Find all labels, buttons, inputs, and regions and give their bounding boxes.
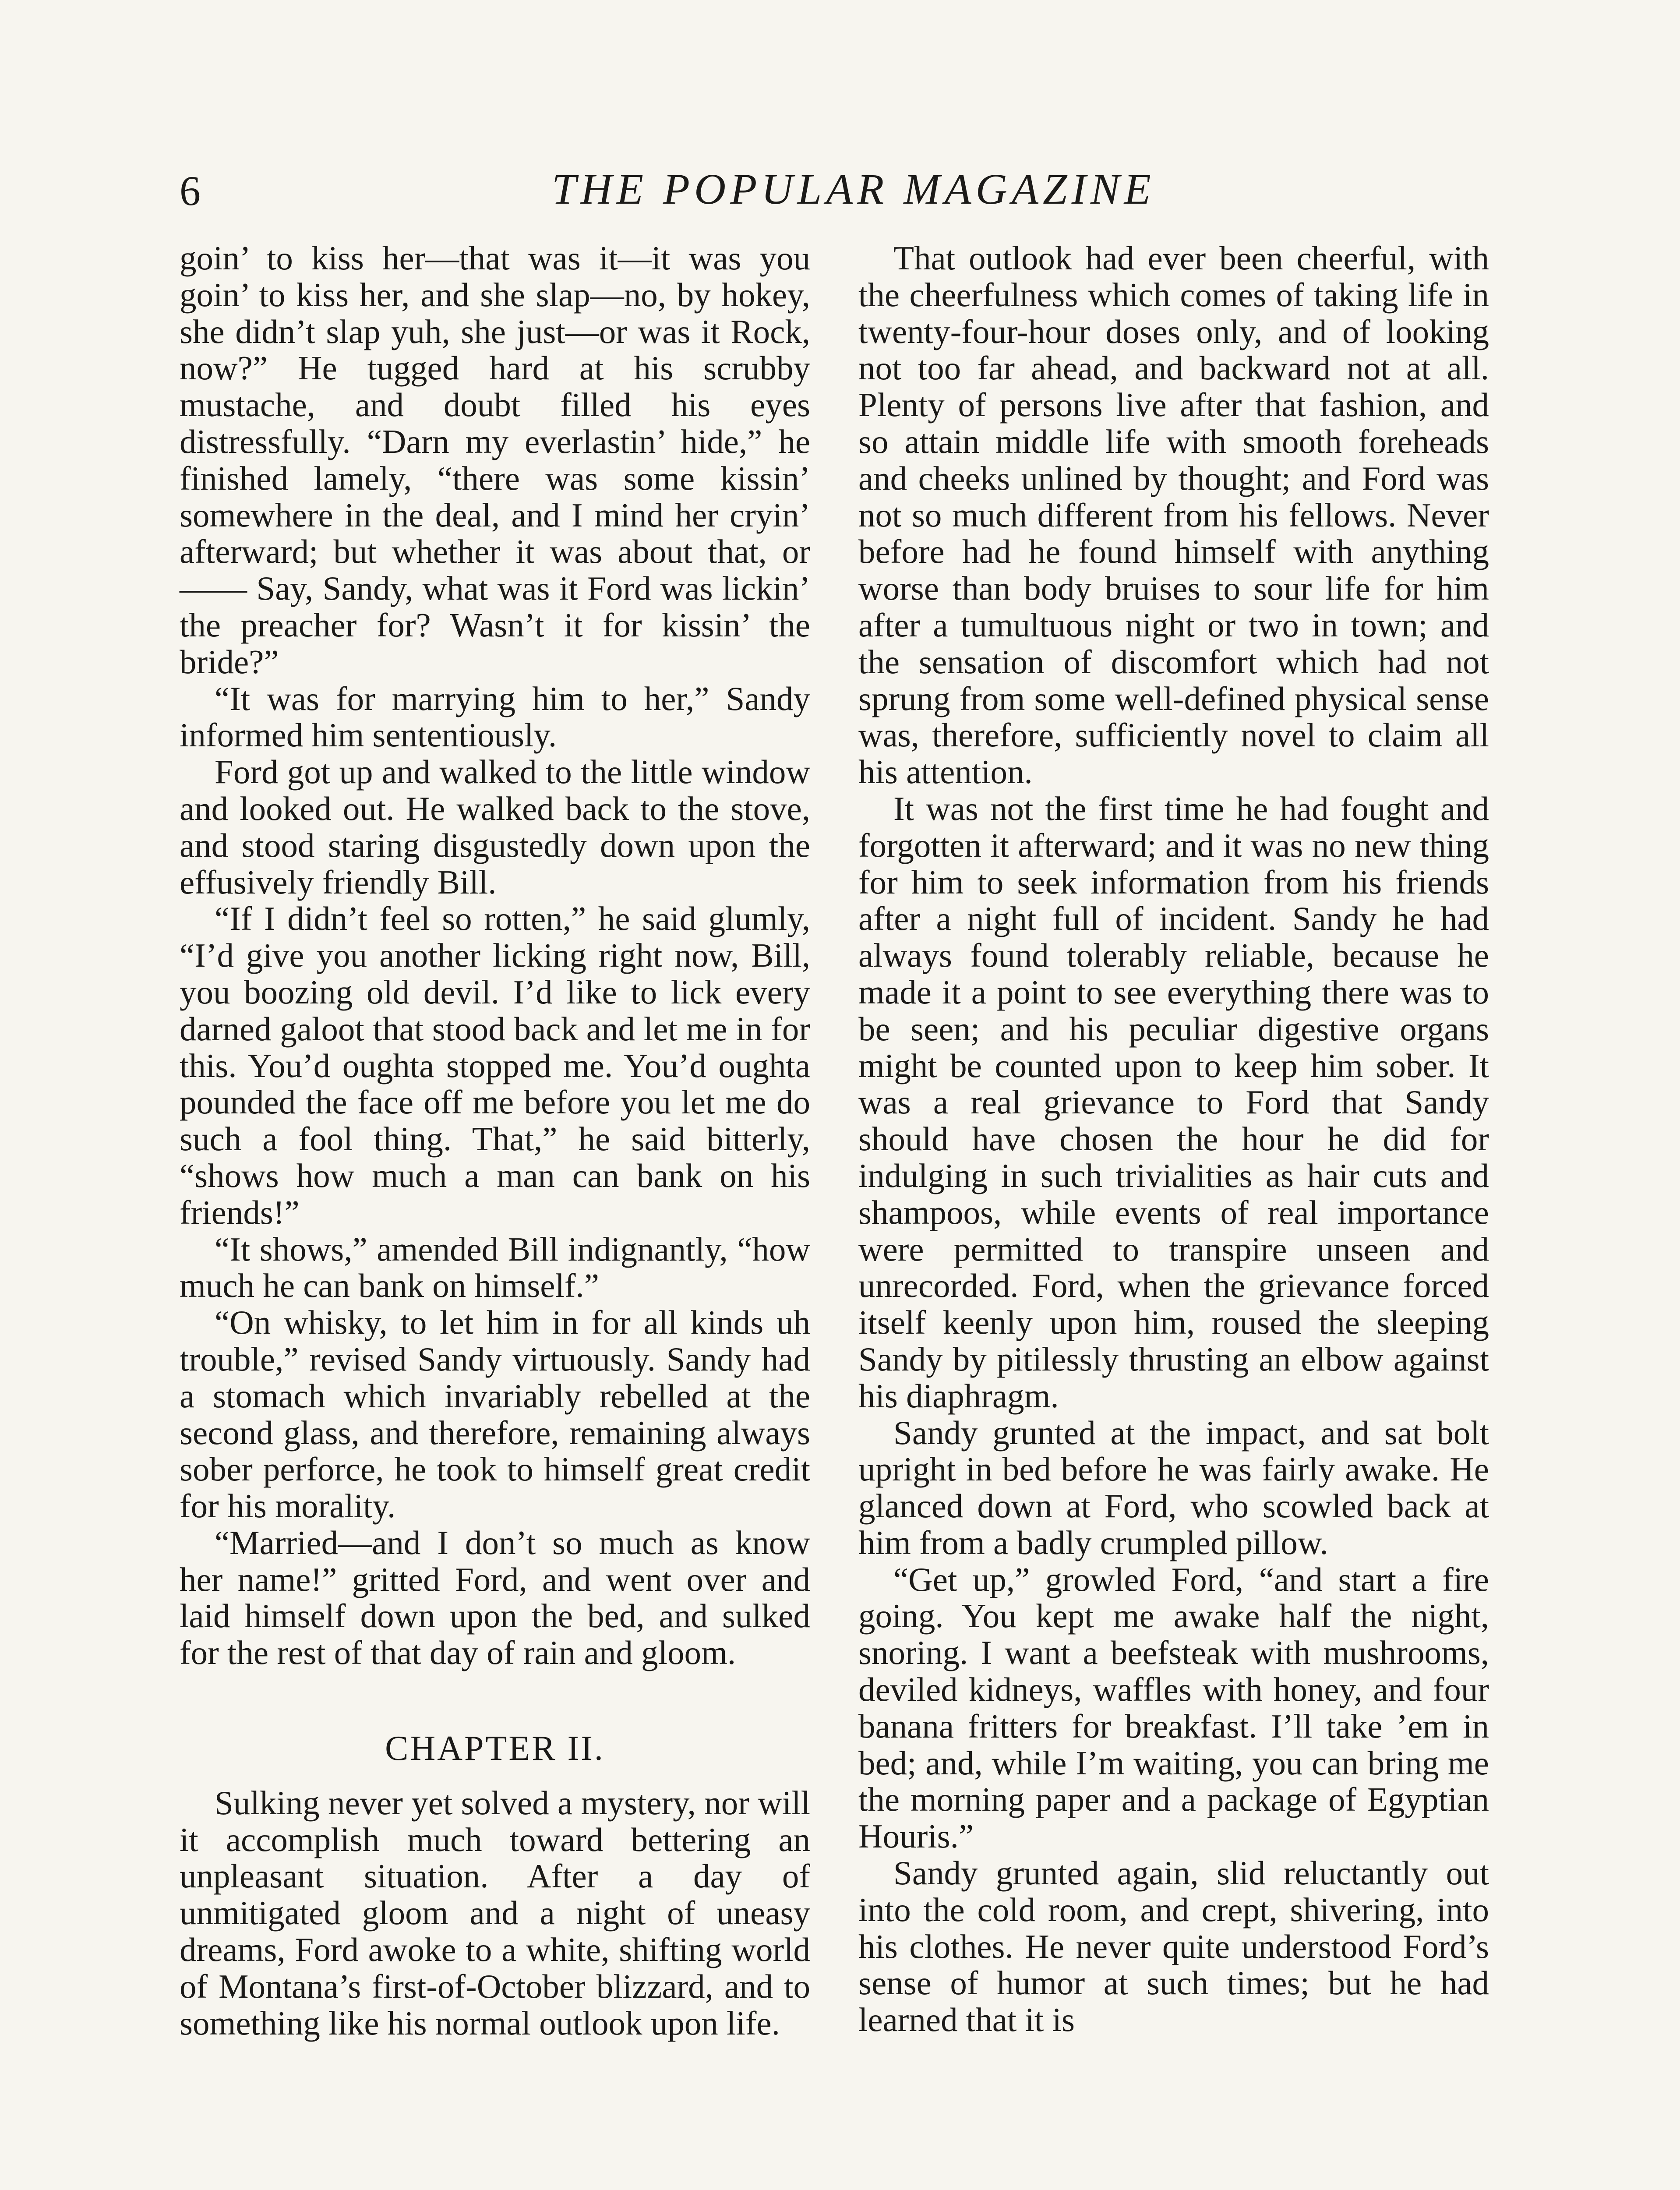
paragraph: It was not the first time he had fought and forgotten it afterward; and it was no new thing for him to seek information from his friends after a night full of incident. Sandy he had always found tolerably reliable, because he made it a point to see everything there was to be seen; and his peculiar digestive organs might be counted upon to keep him sober. It was a real grievance to Ford that Sandy should have chosen the hour he did for indulging in such trivialities as hair cuts and shampoos, while events of real importance were permitted to transpire unseen and unrecorded. Ford, when the grievance forced itself keenly upon him, roused the sleeping Sandy by pitilessly thrusting an elbow against his diaphragm.	[858, 789, 1489, 1415]
paragraph: goin’ to kiss her—that was it—it was you goin’ to kiss her, and she slap—no, by hokey, she didn’t slap yuh, she just—or was it Rock, now?” He tugged hard at his scrubby mustache, and doubt filled his eyes distressfully. “Darn my everlastin’ hide,” he finished lamely, “there was some kissin’ somewhere in the deal, and I mind her cryin’ afterward; but whether it was about that, or—— Say, Sandy, what was it Ford was lickin’ the preacher for? Wasn’t it for kissin’ the bride?”	[180, 239, 810, 681]
paragraph: “If I didn’t feel so rotten,” he said glumly, “I’d give you another licking right now, Bill, you boozing old devil. I’d like to lick every darned galoot that stood back and let me in for this. You’d oughta stopped me. You’d oughta pounded the face off me before you let me do such a fool thing. That,” he said bitterly, “shows how much a man can bank on his friends!”	[180, 900, 810, 1231]
magazine-title: THE POPULAR MAGAZINE	[552, 165, 1155, 213]
paragraph: Sandy grunted at the impact, and sat bolt upright in bed before he was fairly awake. He glanced down at Ford, who scowled back at him from a badly crumpled pillow.	[858, 1413, 1489, 1561]
paragraph: “Married—and I don’t so much as know her name!” gritted Ford, and went over and laid himself down upon the bed, and sulked for the rest of that day of rain and gloom.	[180, 1523, 810, 1672]
paragraph: “It shows,” amended Bill indignantly, “how much he can bank on himself.”	[180, 1230, 810, 1305]
paragraph: Ford got up and walked to the little window and looked out. He walked back to the stove, and stood staring disgustedly down upon the effusively friendly Bill.	[180, 753, 810, 901]
paragraph: “On whisky, to let him in for all kinds uh trouble,” revised Sandy virtuously. Sandy had a stomach which invariably rebelled at the second glass, and therefore, remaining always sober perforce, he took to himself great credit for his morality.	[180, 1303, 810, 1525]
page-header	[180, 158, 1502, 228]
paragraph: “It was for marrying him to her,” Sandy informed him sententiously.	[180, 679, 810, 754]
paragraph: Sulking never yet solved a mystery, nor will it accomplish much toward bettering an unpleasant situation. After a day of unmitigated gloom and a night of uneasy dreams, Ford awoke to a white, shifting world of Montana’s first-of-October blizzard, and to something like his normal outlook upon life.	[180, 1784, 810, 2042]
right-column	[858, 240, 1489, 2038]
chapter-heading: CHAPTER II.	[385, 1729, 605, 1768]
left-column	[180, 240, 810, 2042]
paragraph: “Get up,” growled Ford, “and start a fire going. You kept me awake half the night, snoring. I want a beefsteak with mushrooms, deviled kidneys, waffles with honey, and four banana fritters for breakfast. I’ll take ’em in bed; and, while I’m waiting, you can bring me the morning paper and a package of Egyptian Houris.”	[858, 1560, 1489, 1855]
paragraph: That outlook had ever been cheerful, with the cheerfulness which comes of taking life in twenty-four-hour doses only, and of looking not too far ahead, and backward not at all. Plenty of persons live after that fashion, and so attain middle life with smooth foreheads and cheeks unlined by thought; and Ford was not so much different from his fellows. Never before had he found himself with anything worse than body bruises to sour life for him after a tumultuous night or two in town; and the sensation of discomfort which had not sprung from some well-defined physical sense was, therefore, sufficiently novel to claim all his attention.	[858, 239, 1489, 791]
page-number: 6	[180, 167, 201, 214]
paragraph: Sandy grunted again, slid reluctantly out into the cold room, and crept, shivering, into his clothes. He never quite understood Ford’s sense of humor at such times; but he had learned that it is	[858, 1854, 1489, 2039]
